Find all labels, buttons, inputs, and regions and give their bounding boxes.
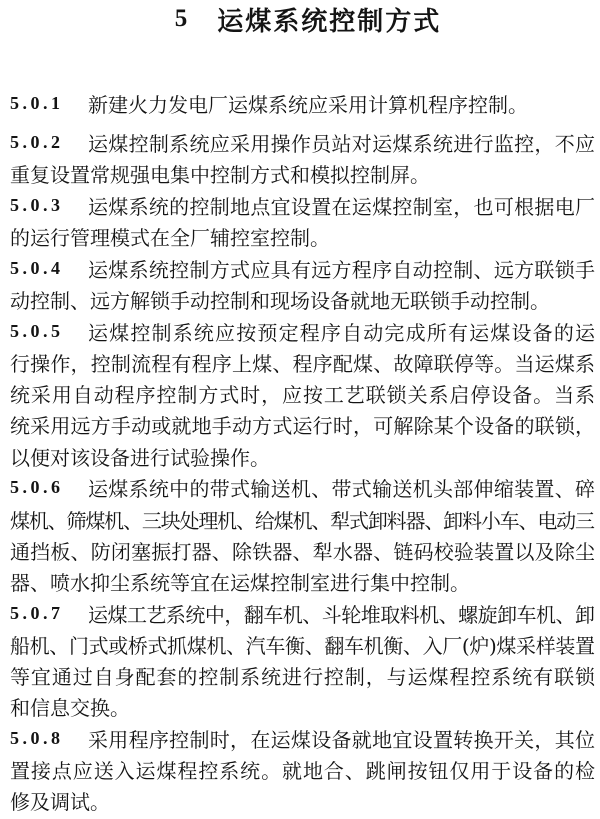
clause-line <box>10 660 595 691</box>
clause-text: 统采用远方手动或就地手动方式运行时，可解除某个设备的联锁， <box>10 414 596 439</box>
clause-list <box>10 88 595 817</box>
clause-number: 5.0.8 <box>10 727 64 748</box>
clause-line <box>10 754 595 785</box>
clause-line <box>10 158 595 189</box>
clause-number: 5.0.3 <box>10 195 64 216</box>
clause-5-0-1 <box>10 88 595 119</box>
clause-line <box>10 598 595 629</box>
clause-number: 5.0.1 <box>10 93 64 114</box>
clause-line <box>10 785 595 816</box>
clause-text: 修及调试。 <box>10 790 110 815</box>
clause-text: 统采用自动程序控制方式时，应按工艺联锁关系启停设备。当系 <box>10 383 596 408</box>
clause-text: 运煤控制系统应采用操作员站对运煤系统进行监控，不应 <box>88 132 596 157</box>
clause-text: 等宜通过自身配套的控制系统进行控制，与运煤程控系统有联锁 <box>10 664 596 689</box>
clause-line <box>10 284 595 315</box>
clause-text: 重复设置常规强电集中控制方式和模拟控制屏。 <box>10 163 430 188</box>
clause-text: 行操作，控制流程有程序上煤、程序配煤、故障联停等。当运煤系 <box>10 352 596 377</box>
clause-line <box>10 409 595 440</box>
clause-text: 运煤系统控制方式应具有远方程序自动控制、远方联锁手 <box>88 258 596 283</box>
clause-line <box>10 378 595 409</box>
clause-line <box>10 88 595 119</box>
clause-5-0-4 <box>10 253 595 315</box>
clause-line <box>10 441 595 472</box>
clause-text: 运煤系统的控制地点宜设置在运煤控制室，也可根据电厂 <box>88 195 596 220</box>
clause-5-0-5 <box>10 316 595 472</box>
clause-5-0-7 <box>10 598 595 723</box>
clause-text: 运煤工艺系统中，翻车机、斗轮堆取料机、螺旋卸车机、卸 <box>88 602 595 627</box>
section-title <box>0 2 600 36</box>
clause-text: 置接点应送入运煤程控系统。就地合、跳闸按钮仅用于设备的检 <box>10 759 596 784</box>
clause-text: 的运行管理模式在全厂辅控室控制。 <box>10 226 330 251</box>
clause-line <box>10 190 595 221</box>
clause-line <box>10 127 595 158</box>
clause-number: 5.0.7 <box>10 602 64 623</box>
clause-text: 运煤系统中的带式输送机、带式输送机头部伸缩装置、碎 <box>88 477 596 502</box>
clause-line <box>10 347 595 378</box>
clause-line <box>10 253 595 284</box>
clause-line <box>10 566 595 597</box>
clause-5-0-2 <box>10 127 595 189</box>
clause-text: 采用程序控制时，在运煤设备就地宜设置转换开关，其位 <box>88 727 596 752</box>
clause-number: 5.0.6 <box>10 477 64 498</box>
clause-5-0-3 <box>10 190 595 252</box>
clause-number: 5.0.4 <box>10 258 64 279</box>
clause-text: 煤机、筛煤机、三块处理机、给煤机、犁式卸料器、卸料小车、电动三 <box>10 508 594 533</box>
clause-text: 动控制、远方解锁手动控制和现场设备就地无联锁手动控制。 <box>10 289 550 314</box>
clause-5-0-8 <box>10 723 595 817</box>
clause-number: 5.0.2 <box>10 132 64 153</box>
section-number: 5 <box>174 5 188 32</box>
clause-text: 通挡板、防闭塞振打器、除铁器、犁水器、链码校验装置以及除尘 <box>10 539 596 564</box>
section-heading: 运煤系统控制方式 <box>217 6 442 37</box>
clause-5-0-6 <box>10 472 595 597</box>
clause-text: 运煤控制系统应按预定程序自动完成所有运煤设备的运 <box>88 320 597 345</box>
clause-text: 以便对该设备进行试验操作。 <box>10 445 270 470</box>
clause-text: 新建火力发电厂运煤系统应采用计算机程序控制。 <box>88 93 528 118</box>
clause-line <box>10 503 595 534</box>
clause-text: 船机、门式或桥式抓煤机、汽车衡、翻车机衡、入厂(炉)煤采样装置 <box>10 633 595 658</box>
clause-line <box>10 629 595 660</box>
clause-line <box>10 316 595 347</box>
clause-line <box>10 723 595 754</box>
clause-text: 和信息交换。 <box>10 696 130 721</box>
clause-line <box>10 691 595 722</box>
clause-number: 5.0.5 <box>10 320 64 341</box>
clause-line <box>10 472 595 503</box>
clause-line <box>10 221 595 252</box>
clause-text: 器、喷水抑尘系统等宜在运煤控制室进行集中控制。 <box>10 570 470 595</box>
clause-line <box>10 535 595 566</box>
